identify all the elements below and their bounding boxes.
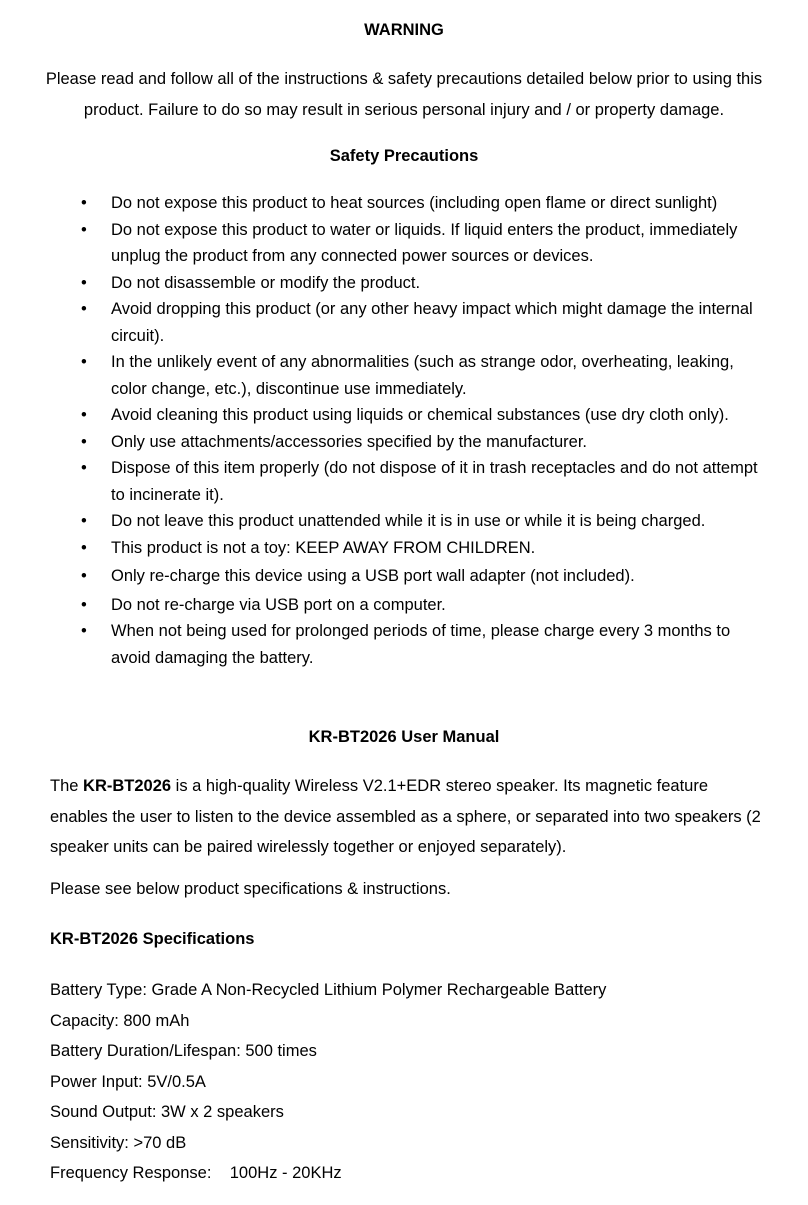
list-item-text: Dispose of this item properly (do not dispose of it in trash receptacles and do not attempt to incinerate it). (111, 459, 758, 504)
user-manual-title: KR-BT2026 User Manual (308, 728, 500, 746)
list-item (78, 217, 768, 270)
spec-frequency-response: Frequency Response: 100Hz - 20KHz (50, 1164, 342, 1182)
model-name: KR-BT2026 (83, 777, 172, 795)
specifications-list (50, 975, 770, 1189)
list-item-text: Do not disassemble or modify the product. (111, 273, 421, 292)
bullet-icon: • (81, 353, 87, 371)
bullet-icon: • (81, 622, 87, 640)
warning-intro: Please read and follow all of the instructions & safety precautions detailed below prior to using this product. Failure to do so may result in serious personal injury and / or property damage. (45, 70, 763, 119)
list-item (78, 270, 768, 297)
bullet-icon: • (81, 567, 87, 585)
product-intro (50, 771, 770, 863)
list-item-text: This product is not a toy: KEEP AWAY FROM CHILDREN. (111, 538, 536, 557)
safety-precautions-list (78, 190, 768, 671)
list-item (78, 508, 768, 535)
bullet-icon: • (81, 194, 87, 212)
list-item (78, 402, 768, 429)
list-item (78, 296, 768, 349)
bullet-icon: • (81, 220, 87, 239)
spec-battery-lifespan: Battery Duration/Lifespan: 500 times (50, 1042, 317, 1060)
spec-sound-output: Sound Output: 3W x 2 speakers (50, 1103, 284, 1121)
spec-capacity: Capacity: 800 mAh (50, 1011, 190, 1030)
list-item-text: When not being used for prolonged periods of time, please charge every 3 months to avoid damaging the battery. (111, 622, 731, 667)
list-item (78, 429, 768, 456)
list-item-text: Only re-charge this device using a USB port wall adapter (not included). (111, 567, 635, 585)
list-item (78, 190, 768, 217)
list-item-text: Only use attachments/accessories specified by the manufacturer. (111, 432, 587, 451)
bullet-icon: • (81, 432, 87, 451)
list-item-text: Do not re-charge via USB port on a computer. (111, 595, 446, 614)
spec-power-input: Power Input: 5V/0.5A (50, 1072, 206, 1091)
spec-battery-type: Battery Type: Grade A Non-Recycled Lithium Polymer Rechargeable Battery (50, 981, 607, 999)
list-item (78, 349, 768, 402)
bullet-icon: • (81, 595, 87, 614)
bullet-icon: • (81, 406, 87, 424)
spec-sensitivity: Sensitivity: >70 dB (50, 1133, 187, 1152)
list-item-text: Do not leave this product unattended while it is in use or while it is being charged. (111, 512, 706, 530)
list-item (78, 563, 768, 590)
see-below-note: Please see below product specifications & instructions. (50, 880, 451, 898)
list-item (78, 618, 768, 671)
bullet-icon: • (81, 273, 87, 292)
intro-rest: is a high-quality Wireless V2.1+EDR stereo speaker. Its magnetic feature enables the user to listen to the device assembled as a sphere, or separated into two speakers (2 speaker units can be paired wirelessly together or enjoyed separately). (50, 777, 761, 856)
bullet-icon: • (81, 300, 87, 318)
list-item-text: Do not expose this product to heat sources (including open flame or direct sunlight) (111, 194, 718, 212)
list-item-text: Avoid cleaning this product using liquids or chemical substances (use dry cloth only). (111, 406, 729, 424)
list-item-text: In the unlikely event of any abnormalities (such as strange odor, overheating, leaking, color change, etc.), discontinue use immediately. (111, 353, 734, 398)
bullet-icon: • (81, 512, 87, 530)
bullet-icon: • (81, 538, 87, 557)
list-item (78, 455, 768, 508)
list-item (78, 535, 768, 562)
list-item-text: Do not expose this product to water or liquids. If liquid enters the product, immediately unplug the product from any connected power sources or devices. (111, 220, 738, 265)
warning-title: WARNING (364, 21, 444, 39)
list-item (78, 592, 768, 619)
bullet-icon: • (81, 459, 87, 477)
intro-prefix: The (50, 777, 84, 795)
list-item-text: Avoid dropping this product (or any other heavy impact which might damage the internal circuit). (111, 300, 753, 345)
safety-precautions-title: Safety Precautions (329, 147, 479, 165)
specifications-title: KR-BT2026 Specifications (50, 930, 255, 948)
